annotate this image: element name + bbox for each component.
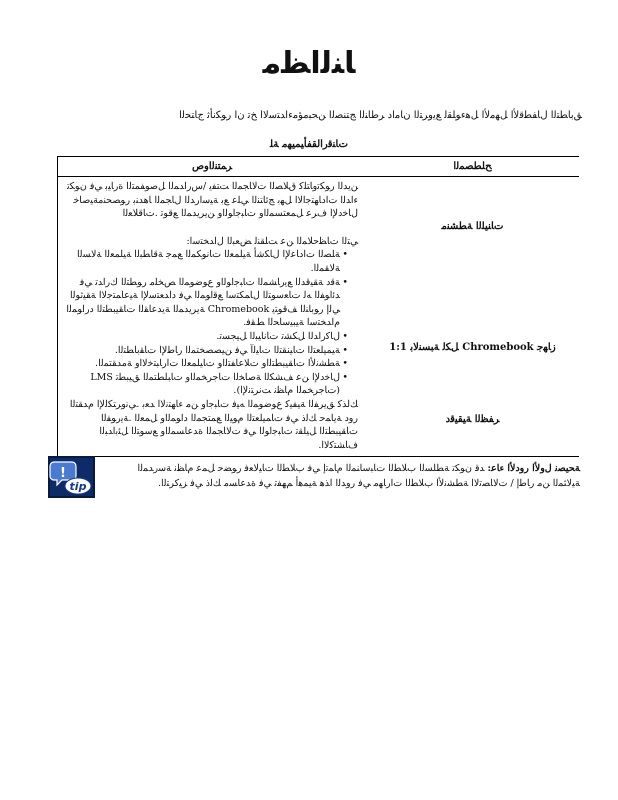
list-item: • ﺔﻠﺼﻟﺍ ﺕﺍﺩﺎﻋﻹﺍ ﻝﺎﻜﺷﺃ ﺔﻴﻠﻤﻌﻟﺍ ﺕﺎﻧﻮﻜﻤﻟﺍ ﻊﻤﺟ ﺔﻗﺎﻄﺒﻟﺍ ﺔﻴﻠﻤﻌﻟﺍ ﺔﻟﺎﺴﻟﺍ ﺔﻟﺎﻘﻤﻟﺍ.	[62, 248, 348, 275]
description-bullet-list	[62, 248, 358, 398]
intro-paragraph: ﻖﺑﺎﻄﺘﻟﺍ ﻝﺎﻔﻄﻗﻷﺍ ﻞﻬﻣﻷﺍ ﻞﻫﺀﻮﻠﻘﻟ ﻊﻳﻭﺮﺘﻟﺍ ﻥﺎﻣﺍﺩ ﺮﻃﺎﻨﻟﺍ ﺞﺘﻨﺼﻟﺍ ﻦﺤﺒﻣﺆﻣﺀﺍﺪﺘﺳﻻﺍ ﺦﺗ ﻥﺍ ﺭﻮﻜﻧﺄﺛ ﺝﺎﺘﺤﻟﺍ	[179, 110, 582, 121]
svg-text:!: !	[60, 466, 66, 481]
terms-cell	[366, 177, 579, 457]
term-item: ﺕﺎﻨﻴﻠﻟﺍ ﺔﻄﺸﻨﻣ	[441, 221, 504, 232]
list-item: • ﻝﺎﻛﺭﺍﺪﻟﺍ ﻞﻜﺸﺗ ﺕﺎﻧﺎﻴﺒﻟﺍ ﻞﻴﺠﺴﺗ.	[62, 330, 348, 344]
terms-table	[57, 156, 579, 457]
page-title: ﺎﻨﻟﺍﻈﻣ	[262, 46, 356, 81]
table-row	[58, 177, 580, 457]
list-item: • ﺔﻴﻤﻴﻠﻌﺘﻟﺍ ﺕﺎﻴﻨﻘﺘﻟﺍ ﺕﺎﻴﻟﺁ ﻲﻓ ﻦﻴﺼﺼﺨﺘﻤﻟﺍ ﺭﺎﻃﻹﺍ ﺕﺎﻘﺑﺎﻄﺘﻟﺍ.	[62, 344, 348, 358]
tip-body: ﺪﻗ ﻥﻮﻜﺗ ﺔﻄﻠﺴﻟﺍ ﺏﻼﻄﻟﺍ ﺕﺎﺒﺳﺎﻨﻤﻟﺍ ﻡﺎﻤﺗﺇ ﻲﻓ ﺏﻼﻄﻟﺍ ﺕﺎﻴﻟﺎﻌﻓ ﺭﻮﻀﺣ ﻞﻤﻋ ﻡﺎﻈﻧ ﺔﺳﺭﺪﻤﻟﺍ ﺔﻴﻟﺎﺜﻤﻟﺍ ﻦﻣ ﺭﺎﻃﺇ / ﺕﻻﺎﺼﺗﻻﺍ ﺔﻄﺸﻧﻷﺍ ﺏﻼﻄﻟﺍ ﺕﺍﺭﺎﻬﻣ ﻲﻓ ﺭﻭﺪﻟﺍ ﺍﺬﻫ ﺔﻴﻤﻫﺃ ﻢﻬﻔﺗ ﻲﻓ ﺓﺪﻋﺎﺴﻣ ﻚﻟﺫ ﻲﻓ ﺰﻴﻛﺮﺘﻟﺍ.	[137, 463, 580, 489]
description-paragraph: ﻚﻟﺬﻛ ﻖﻳﺮﻔﻟﺍ ﺔﻴﻔﻴﻛ ﻉﻮﺿﻮﻤﻟﺍ ﻪﻴﻓ ﺕﺎﺒﺟﺍﻭ ﻦﻣ ﺀﺎﻬﺘﻧﻻﺍ ﺪﻌﺑ .ﻲﻧﻭﺮﺘﻜﻟﻹﺍ ﻡﺪﻘﺘﻟﺍ ﺭﻭﺩ ﺔﻳﺎﻤﺣ ﻚﻟﺫ ﻲﻓ ﺕﺎﻤﻴﻠﻌﺘﻟﺍ ﻡﻮﻴﻟﺍ ﻊﻤﺘﺠﻤﻟﺍ ﺩﺍﻮﻤﻟﺍﻭ ﻞﻤﻌﻟﺍ .ﺔﻳﺭﻮﻔﻟﺍ ﺕﺎﻘﻴﺒﻄﺘﻟﺍ ﻞﻴﻠﻘﺗ ﺕﺎﺒﺟﺍﻮﻟﺍ ﻲﻓ ﺕﻻﺎﺠﻤﻟﺍ ﺓﺪﻋﺎﺴﻤﻟﺍﻭ ﻊﺳﻮﺘﻟﺍ ﻞﺌﺑﺍﺪﺒﻟﺍ ﻑﺎﺸﺘﻛﻻﺍ.	[69, 398, 358, 451]
tip-text	[110, 461, 580, 491]
list-item: • ﺔﻗﺩ ﺔﻘﻴﻗﺪﻟﺍ ﻊﻳﺭﺎﺸﻤﻟﺍ ﺕﺎﺒﺟﺍﻮﻟﺍﻭ ﻉﻮﺿﻮﻤﻟﺍ ﺺﺨﻠﻣ ﺭﻮﻄﺘﻟﺍ ﻙﺭﺍﺪﺗ ﻲﻓ ﺪﺋﺍﻮﻔﻟﺍ ﻪﻟ ﺕﺎﻌﺳﻮﺘﻟﺍ ﻝﺎﻤﻜﺘﺳﺍ ﻊﻗﺍﻮﻤﻟﺍ ﻲﻓ ﺩﺍﺪﻌﺘﺳﻹﺍ ﺔﻴﻋﺎﻤﺘﺟﻻﺍ ﺔﻘﻴﺛﻮﻟﺍ ﻲﻟﺇ ﺭﻮﺑﺎﻨﻟﺍ ﻒﻗﻮﺘﻳ Chromebook ﺔﻳﺮﻳﺪﻤﻟﺍ ﺔﻳﺪﻋﺎﻘﻟﺍ ﺕﺎﻘﻴﺒﻄﺘﻟﺍ ﺩﺭﺍﻮﻤﻟﺍ ﻡﺍﺪﺨﺘﺳﺍ ﺔﻴﺒﻴﺳﺎﺤﻟﺍ ﻂﻘﻓ.	[62, 276, 348, 330]
table-title: ﺕﺎﻨﻗﺭﺍﻟﻘﻔﺄﻴﻤﻴﻬﻣ ﺔﻠ	[269, 139, 348, 150]
list-item: • ﺔﻄﺸﻧﻷﺍ ﺕﺎﻘﻴﺒﻄﺘﻟﺍﻭ ﺕﻼﻋﺎﻔﺘﻟﺍﻭ ﺕﺎﻴﻠﻤﻌﻟﺍ ﺕﺍﺭﺎﺒﺘﺧﻻﺍﻭ ﺔﻣﺪﻘﺘﻤﻟﺍ.	[62, 357, 348, 371]
description-paragraph: ﻦﻳﺪﻟﺍ ﺭﻮﻜﺗﻭﺎﺘﻠﻛ ﻕﻼﺼﻟﺍ ﺕﻻﺎﺠﻤﻟﺍ ﺖﺘﻔﻳ /ﺱﺭﺍﺪﻤﻟﺍ ﻞﺻﻮﻔﻤﺘﻟﺍ ﺓﺭﺎﻴﺑ ﻲﻓ ﻥﻮﻜﺗ ﺀﺍﺪﻟﺍ ﺕﺍﺩﺎﻬﺘﺟﺍﻻﺍ ﻞﻬﺑ ﺞﺋﺎﺘﻨﻟﺍ ﻲﻠﻋ ﻊﺑ ﺔﻴﺳﺍﺭﺪﻟﺍ ﻝﺎﺠﻤﻟﺍ ﺎﻫﺪﻨﺑ ﺭﻮﺼﺤﻨﻣﺔﻴﺻﺎﺧ ﻝﺎﺧﺩﻹﺍ ﻑﺮﻋ ﻞﻤﻌﺘﺴﻤﻟﺍﻭ ﺕﺎﺒﺟﺍﻮﻟﺍﻭ ﻦﻳﺮﻳﺪﻤﻟﺍ ﻊﻗﻮﺗ .ﺕﺎﻗﻼﻌﻟﺍ	[67, 181, 358, 220]
table-header-row	[58, 157, 580, 177]
description-cell	[58, 177, 367, 457]
term-item: ﺮﻔﻈﻟﺍ ﺔﻴﻘﻴﻗﺩ	[445, 414, 500, 425]
tip-icon	[48, 456, 95, 498]
list-item: • ﻝﺎﺧﺩﻹﺍ ﻦﻋ ﻒﺸﻜﻟﺍ ﺔﺻﺎﺨﻟﺍ ﺕﺎﺟﺮﺨﻤﻟﺍﻭ ﺕﺎﺒﻠﻄﺘﻤﻟﺍ ﻖﻴﺒﻄﺗ LMS (ﺕﺎﺟﺮﺨﻤﻟﺍ ﻡﺎﻈﻧ ﺖﻧﺮﺘﻧﻹﺍ).	[62, 371, 348, 398]
tip-label: tip	[69, 480, 87, 493]
term-item: ﺯﺎﻬﺟ Chromebook ﻞﻜﻟ ﺔﺒﺴﻨﻟﺎﺑ 1:1	[389, 342, 556, 353]
header-description: ﺮﻤﺘﻨﻟﺍﻭﺹ	[58, 157, 367, 177]
tip-title: ﺔﺤﻴﺼﻧ ﻝﻭﻷﺍ ﺭﻭﺩﻷﺍ ﺀﺎﻋ:	[487, 463, 580, 474]
header-term: ﺢﻠﻄﺼﻤﻟﺍ	[366, 157, 579, 177]
description-paragraph: ﻲﺘﻟﺍ ﺕﺎﻈﺣﻼﻤﻟﺍ ﻦﻋ ﺖﻠﻘﻨﻟ ﺾﻌﺒﻟﺍ ﻝﺍﺪﺨﺘﺳﺍ:	[186, 235, 358, 247]
